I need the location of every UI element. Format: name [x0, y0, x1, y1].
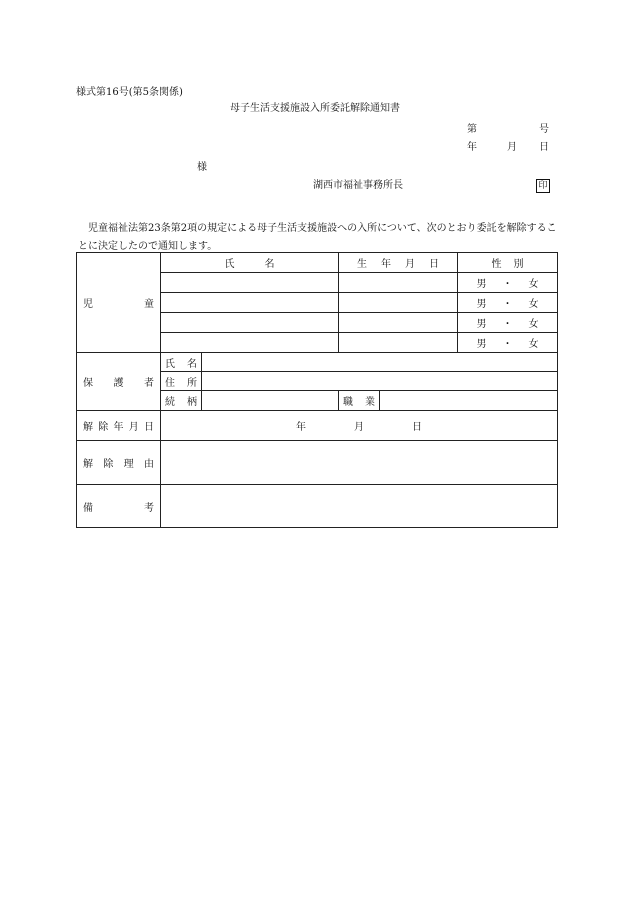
form-number: 様式第16号(第5条関係): [76, 87, 183, 98]
child-birthdate-field[interactable]: [339, 273, 458, 293]
child-name-field[interactable]: [161, 313, 339, 333]
notice-table: [76, 252, 558, 528]
guardian-name-field[interactable]: [202, 353, 558, 372]
date-year: 年: [467, 142, 477, 153]
child-birthdate-field[interactable]: [339, 313, 458, 333]
number-suffix: 号: [539, 124, 549, 135]
date-month: 月: [507, 142, 517, 153]
remarks-label: 備 考: [77, 485, 161, 528]
number-prefix: 第: [467, 124, 477, 135]
release-date-row: [77, 411, 558, 441]
guardian-relation-label: 続 柄: [161, 391, 202, 411]
child-birthdate-field[interactable]: [339, 293, 458, 313]
seal-mark: 印: [536, 179, 550, 193]
release-date-field[interactable]: 年 月 日: [161, 411, 558, 441]
recipient-suffix: 様: [197, 162, 207, 173]
guardian-name-row: [77, 353, 558, 372]
document-title: 母子生活支援施設入所委託解除通知書: [230, 103, 400, 114]
guardian-address-field[interactable]: [202, 372, 558, 391]
child-sex-options[interactable]: 男 ・ 女: [458, 313, 558, 333]
child-sex-options[interactable]: 男 ・ 女: [458, 273, 558, 293]
child-name-field[interactable]: [161, 333, 339, 353]
guardian-relation-field[interactable]: [202, 391, 339, 411]
guardian-label: 保 護 者: [83, 378, 154, 389]
notice-body-text: 児童福祉法第23条第2項の規定による母子生活支援施設への入所について、次のとおり委託を解除することに決定したので通知します。: [78, 223, 557, 252]
issuer-name: 湖西市福祉事務所長: [313, 180, 403, 191]
child-sex-options[interactable]: 男 ・ 女: [458, 333, 558, 353]
guardian-name-label: 氏 名: [161, 353, 202, 372]
child-label: 児 童: [83, 299, 154, 310]
birthdate-column-header: 生 年 月 日: [339, 253, 458, 273]
release-reason-label: 解 除 理 由: [77, 441, 161, 485]
name-column-header: 氏 名: [161, 253, 339, 273]
guardian-address-label: 住 所: [161, 372, 202, 391]
remarks-row: [77, 485, 558, 528]
guardian-label-cell: [77, 353, 161, 411]
child-header-row: [77, 253, 558, 273]
child-name-field[interactable]: [161, 293, 339, 313]
release-reason-field[interactable]: [161, 441, 558, 485]
remarks-field[interactable]: [161, 485, 558, 528]
child-birthdate-field[interactable]: [339, 333, 458, 353]
child-name-field[interactable]: [161, 273, 339, 293]
child-label-cell: [77, 253, 161, 353]
guardian-job-field[interactable]: [380, 391, 558, 411]
sex-column-header: 性 別: [458, 253, 558, 273]
date-day: 日: [539, 142, 549, 153]
child-sex-options[interactable]: 男 ・ 女: [458, 293, 558, 313]
release-reason-row: [77, 441, 558, 485]
release-date-label: 解 除 年 月 日: [77, 411, 161, 441]
guardian-job-label: 職 業: [339, 391, 380, 411]
